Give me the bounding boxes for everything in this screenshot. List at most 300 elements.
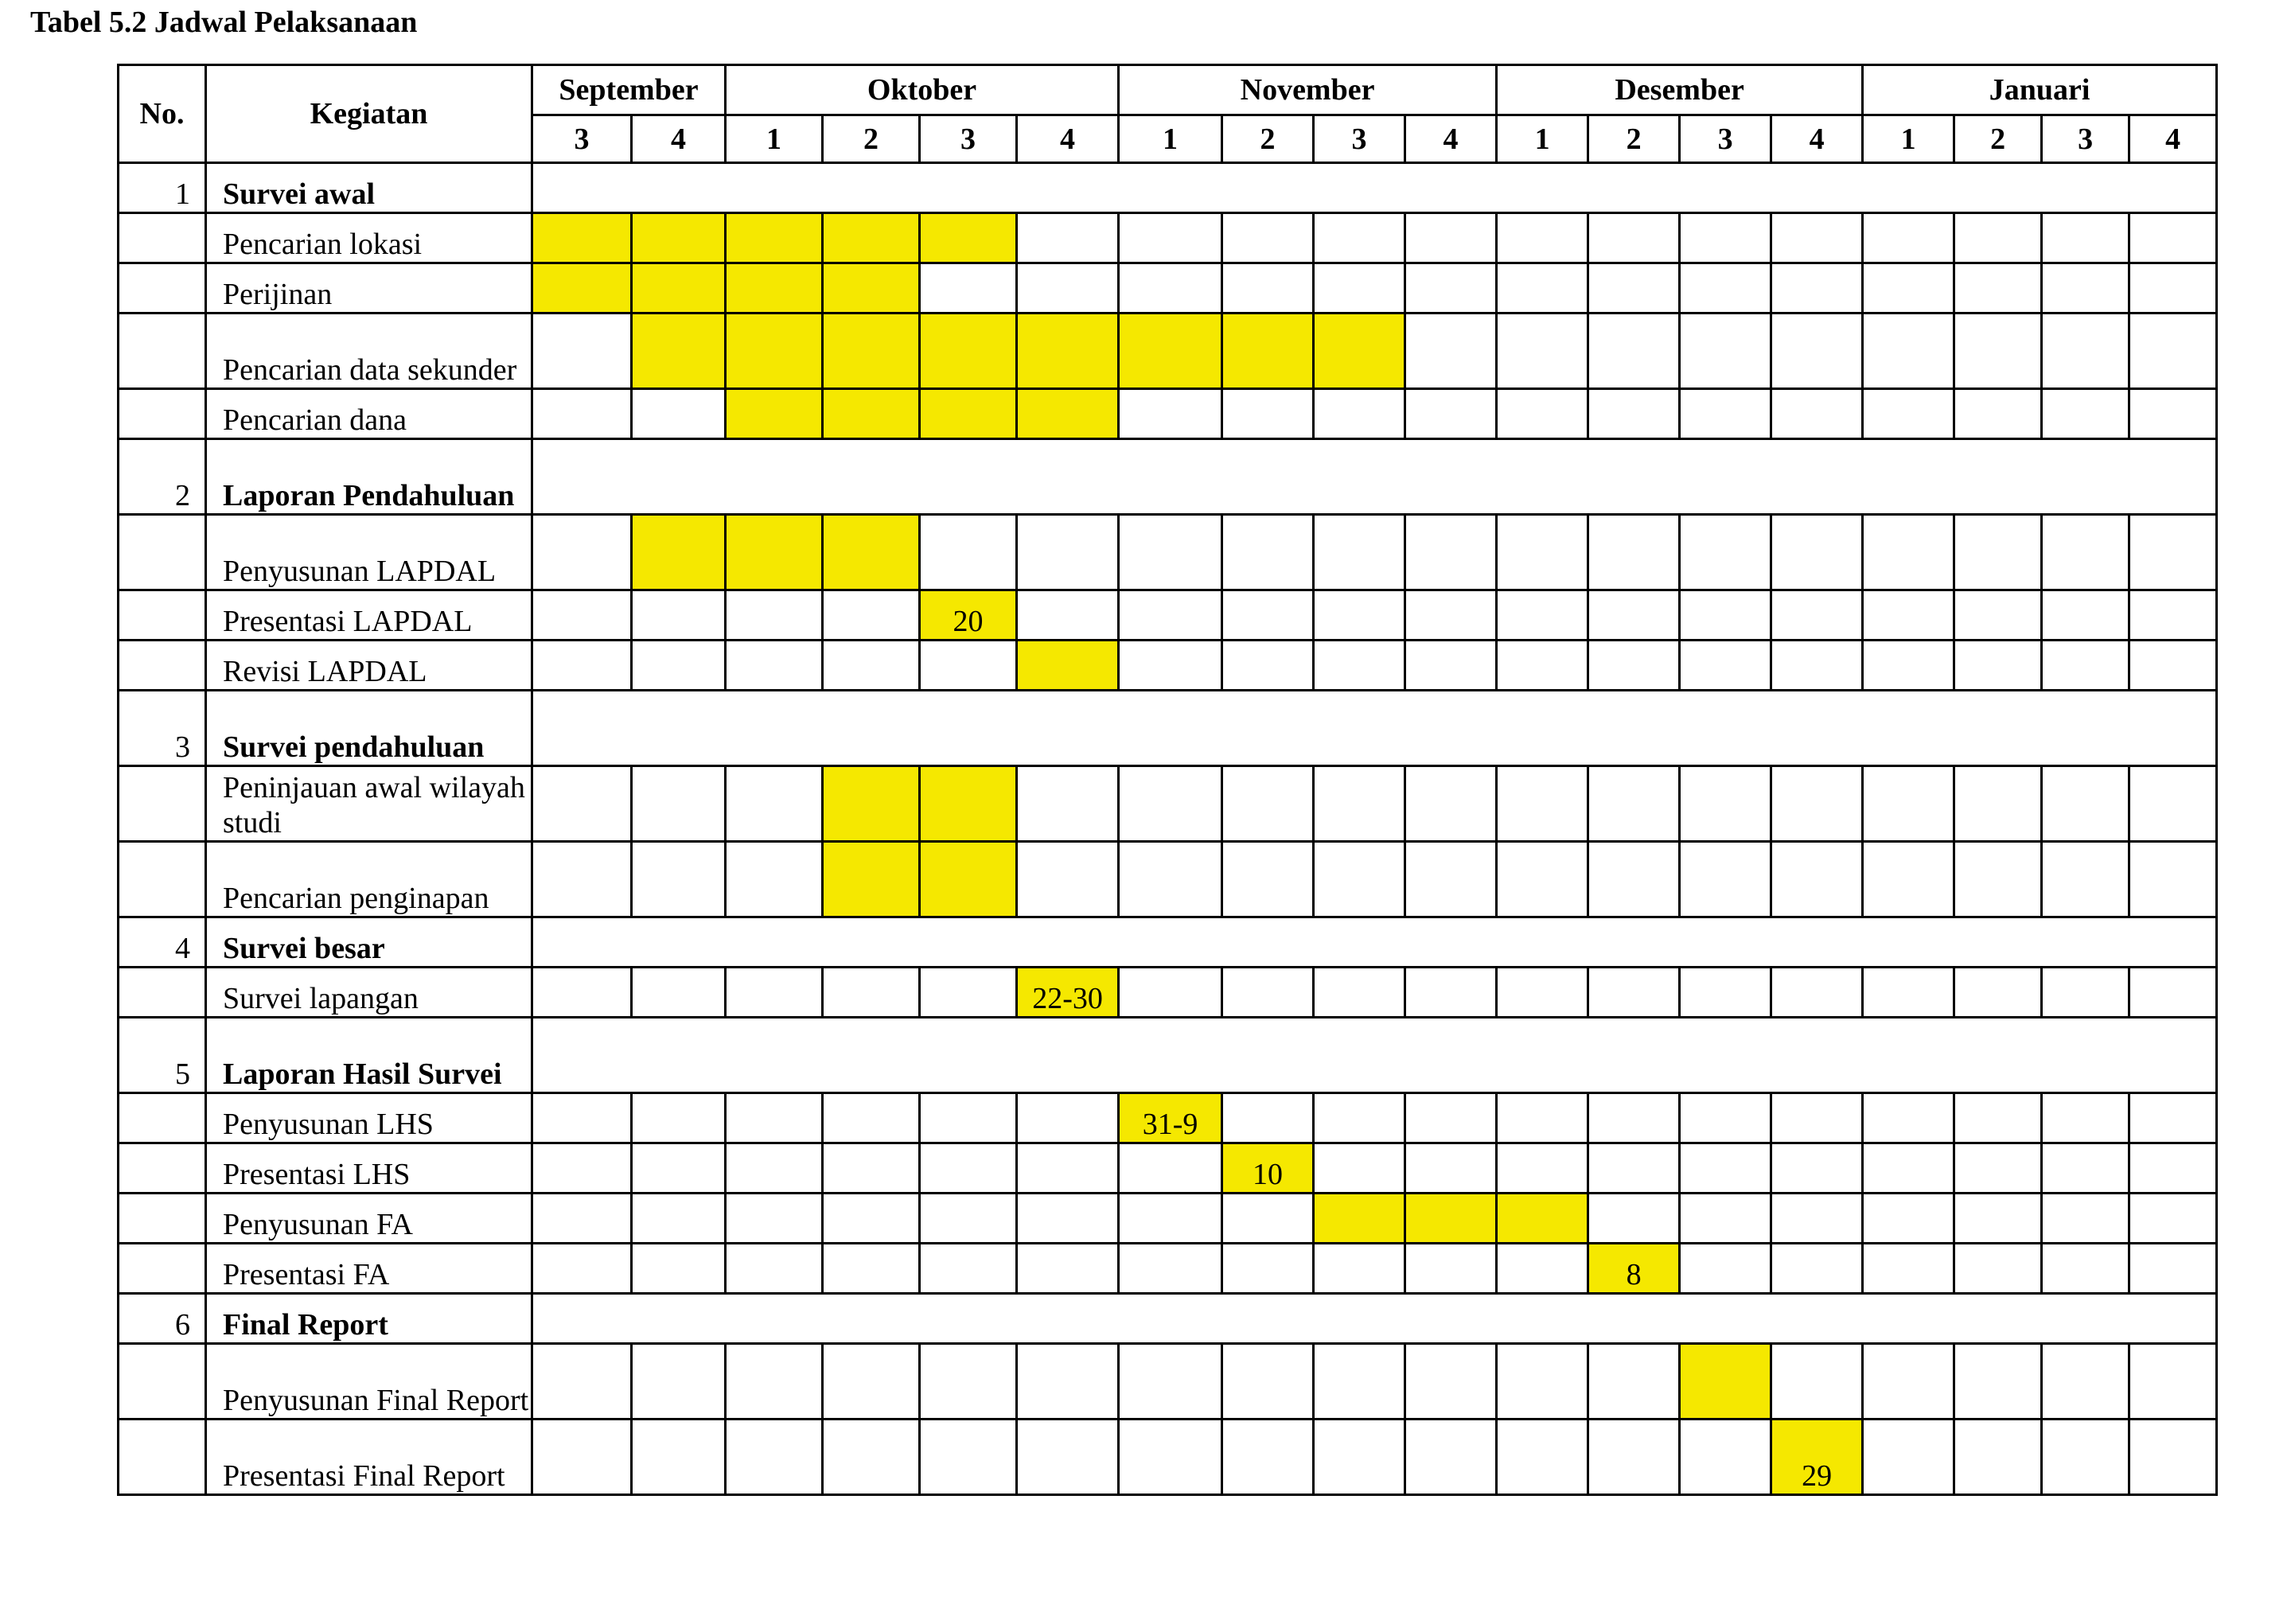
schedule-cell: [1954, 766, 2042, 842]
task-row: [119, 1093, 2217, 1143]
schedule-cell: [1497, 641, 1588, 691]
schedule-cell: [1863, 1143, 1954, 1194]
schedule-cell-filled: [823, 314, 920, 389]
section-title: Survei besar: [206, 917, 532, 968]
schedule-cell: [1119, 213, 1222, 263]
schedule-cell: [632, 766, 726, 842]
schedule-cell: [1222, 263, 1314, 314]
schedule-cell: [1863, 263, 1954, 314]
schedule-cell-filled: [1497, 1194, 1588, 1244]
schedule-cell: [1680, 641, 1771, 691]
schedule-cell: [920, 1420, 1017, 1495]
schedule-cell: [920, 263, 1017, 314]
schedule-cell: [1863, 1244, 1954, 1294]
schedule-cell: [1863, 389, 1954, 439]
schedule-cell: [532, 389, 632, 439]
header-month-row: [119, 65, 2217, 115]
schedule-cell: [1497, 766, 1588, 842]
schedule-cell: [1405, 590, 1497, 641]
schedule-cell: [2042, 641, 2129, 691]
header-week: 1: [1119, 115, 1222, 163]
schedule-cell: [532, 641, 632, 691]
schedule-cell: [1680, 766, 1771, 842]
schedule-cell: [1017, 1244, 1119, 1294]
header-month: Oktober: [726, 65, 1119, 115]
row-number: [119, 263, 206, 314]
schedule-cell: [1680, 1143, 1771, 1194]
row-number: [119, 590, 206, 641]
schedule-cell: [1497, 590, 1588, 641]
schedule-cell: [1954, 1244, 2042, 1294]
schedule-cell: [1119, 1344, 1222, 1420]
schedule-cell: [2042, 515, 2129, 590]
header-week: 4: [1771, 115, 1863, 163]
schedule-cell: [532, 1420, 632, 1495]
schedule-cell: [532, 1194, 632, 1244]
header-week: 3: [1314, 115, 1405, 163]
schedule-cell-filled: 31-9: [1119, 1093, 1222, 1143]
schedule-cell: [1954, 842, 2042, 917]
schedule-cell: [1497, 1420, 1588, 1495]
schedule-cell: [920, 1143, 1017, 1194]
schedule-cell-filled: [532, 213, 632, 263]
schedule-cell: [2042, 1093, 2129, 1143]
schedule-cell: [632, 968, 726, 1018]
schedule-cell: [1588, 389, 1680, 439]
table-title: Tabel 5.2 Jadwal Pelaksanaan: [30, 6, 418, 39]
schedule-cell: [1119, 1420, 1222, 1495]
schedule-cell: [2042, 1194, 2129, 1244]
schedule-cell: [823, 968, 920, 1018]
schedule-cell: [726, 641, 823, 691]
schedule-cell: [1771, 515, 1863, 590]
schedule-cell: [1017, 766, 1119, 842]
section-title: Laporan Hasil Survei: [206, 1018, 532, 1093]
schedule-cell: [532, 968, 632, 1018]
schedule-cell: [1222, 968, 1314, 1018]
schedule-cell: [1588, 1194, 1680, 1244]
header-week: 2: [823, 115, 920, 163]
schedule-cell-filled: [1017, 641, 1119, 691]
schedule-cell: [2042, 968, 2129, 1018]
schedule-cell: [726, 968, 823, 1018]
schedule-cell: [2129, 213, 2217, 263]
schedule-cell-filled: [823, 389, 920, 439]
task-row: [119, 389, 2217, 439]
schedule-cell: [1405, 842, 1497, 917]
schedule-cell-filled: [726, 515, 823, 590]
schedule-cell: [2129, 842, 2217, 917]
schedule-cell: [726, 766, 823, 842]
schedule-cell: [1405, 213, 1497, 263]
schedule-cell: [1588, 590, 1680, 641]
schedule-cell: [920, 641, 1017, 691]
schedule-cell: [1588, 1420, 1680, 1495]
schedule-cell: [1954, 1344, 2042, 1420]
section-row: [119, 439, 2217, 515]
schedule-cell: [1954, 263, 2042, 314]
schedule-cell: [1017, 213, 1119, 263]
schedule-cell-filled: [726, 263, 823, 314]
schedule-cell: [1017, 1143, 1119, 1194]
schedule-cell: [1680, 1244, 1771, 1294]
schedule-cell: [1954, 1194, 2042, 1244]
schedule-cell: [920, 1244, 1017, 1294]
schedule-cell: [2042, 590, 2129, 641]
section-title: Laporan Pendahuluan: [206, 439, 532, 515]
section-title: Final Report: [206, 1294, 532, 1344]
schedule-cell: [2129, 1244, 2217, 1294]
schedule-cell: [1405, 515, 1497, 590]
header-week: 4: [2129, 115, 2217, 163]
schedule-cell: [1017, 1093, 1119, 1143]
schedule-cell: [1863, 213, 1954, 263]
schedule-cell: [1680, 389, 1771, 439]
schedule-cell: [1497, 968, 1588, 1018]
schedule-cell-filled: [920, 766, 1017, 842]
schedule-cell: [1954, 1093, 2042, 1143]
schedule-cell-filled: [1119, 314, 1222, 389]
schedule-cell: [1222, 1093, 1314, 1143]
task-row: [119, 515, 2217, 590]
schedule-cell-filled: 20: [920, 590, 1017, 641]
task-row: [119, 1194, 2217, 1244]
schedule-cell: [823, 1420, 920, 1495]
task-row: [119, 766, 2217, 842]
header-activity: Kegiatan: [206, 65, 532, 163]
schedule-cell: [1588, 263, 1680, 314]
row-number: [119, 766, 206, 842]
schedule-cell: [1680, 842, 1771, 917]
schedule-cell: [1863, 515, 1954, 590]
schedule-cell: [920, 968, 1017, 1018]
schedule-cell: [823, 1344, 920, 1420]
schedule-cell: [1863, 1420, 1954, 1495]
header-week: 2: [1588, 115, 1680, 163]
schedule-cell: [1863, 766, 1954, 842]
schedule-cell: [1588, 641, 1680, 691]
schedule-cell: [1863, 590, 1954, 641]
header-month: Januari: [1863, 65, 2217, 115]
schedule-cell-filled: [632, 213, 726, 263]
header-week: 1: [1863, 115, 1954, 163]
schedule-cell-filled: [1017, 389, 1119, 439]
schedule-cell: [1954, 641, 2042, 691]
schedule-cell-filled: [726, 314, 823, 389]
schedule-cell: [1497, 389, 1588, 439]
schedule-cell-filled: 8: [1588, 1244, 1680, 1294]
schedule-cell: [823, 1093, 920, 1143]
schedule-cell: [1771, 1344, 1863, 1420]
schedule-cell: [532, 1344, 632, 1420]
schedule-cell: [1314, 213, 1405, 263]
section-row: [119, 691, 2217, 766]
schedule-cell-filled: [632, 263, 726, 314]
schedule-cell: [2042, 1420, 2129, 1495]
schedule-cell: [1771, 968, 1863, 1018]
schedule-cell: [1119, 590, 1222, 641]
schedule-cell-filled: [1314, 314, 1405, 389]
schedule-cell-filled: 29: [1771, 1420, 1863, 1495]
schedule-cell: [1222, 590, 1314, 641]
schedule-cell: [726, 1344, 823, 1420]
row-number: 1: [119, 163, 206, 213]
schedule-cell: [1119, 1143, 1222, 1194]
schedule-cell: [532, 1143, 632, 1194]
schedule-cell: [1222, 1420, 1314, 1495]
row-number: [119, 1344, 206, 1420]
schedule-cell: [1863, 1194, 1954, 1244]
schedule-cell: [632, 389, 726, 439]
activity-name: Penyusunan Final Report: [206, 1344, 532, 1420]
schedule-cell-filled: [823, 842, 920, 917]
schedule-cell: [1222, 1344, 1314, 1420]
schedule-cell-filled: [823, 213, 920, 263]
row-number: [119, 389, 206, 439]
schedule-cell: [1405, 968, 1497, 1018]
schedule-cell: [1863, 1093, 1954, 1143]
schedule-cell: [1771, 590, 1863, 641]
section-title: Survei awal: [206, 163, 532, 213]
task-row: [119, 1344, 2217, 1420]
row-number: 2: [119, 439, 206, 515]
schedule-cell: [1771, 766, 1863, 842]
row-number: [119, 515, 206, 590]
schedule-cell: [1588, 515, 1680, 590]
schedule-cell: [726, 1244, 823, 1294]
schedule-cell-filled: [726, 389, 823, 439]
schedule-cell: [2129, 641, 2217, 691]
schedule-cell: [1588, 842, 1680, 917]
row-number: [119, 842, 206, 917]
activity-name: Presentasi FA: [206, 1244, 532, 1294]
schedule-cell: [632, 1093, 726, 1143]
section-row: [119, 1018, 2217, 1093]
schedule-cell-filled: [632, 515, 726, 590]
schedule-cell: [1497, 1093, 1588, 1143]
task-row: [119, 1143, 2217, 1194]
schedule-cell: [1771, 1244, 1863, 1294]
schedule-cell: [1314, 968, 1405, 1018]
schedule-cell: [2129, 968, 2217, 1018]
schedule-cell: [1497, 314, 1588, 389]
schedule-cell: [1771, 389, 1863, 439]
header-week: 3: [2042, 115, 2129, 163]
schedule-cell: [2042, 213, 2129, 263]
row-number: [119, 213, 206, 263]
schedule-cell: [532, 1093, 632, 1143]
schedule-cell: [1771, 1194, 1863, 1244]
schedule-cell: [1497, 213, 1588, 263]
schedule-cell: [1119, 842, 1222, 917]
schedule-cell: [532, 590, 632, 641]
schedule-cell-filled: [1017, 314, 1119, 389]
header-week: 2: [1222, 115, 1314, 163]
schedule-cell-filled: [920, 842, 1017, 917]
schedule-cell: [1314, 1143, 1405, 1194]
schedule-cell: [1017, 263, 1119, 314]
schedule-cell: [1954, 213, 2042, 263]
schedule-cell-filled: [920, 314, 1017, 389]
schedule-cell: [823, 590, 920, 641]
schedule-cell: [632, 590, 726, 641]
row-number: [119, 314, 206, 389]
schedule-cell: [1405, 1143, 1497, 1194]
header-month: September: [532, 65, 726, 115]
schedule-cell: [1314, 389, 1405, 439]
schedule-cell: [632, 1143, 726, 1194]
schedule-cell: [2129, 314, 2217, 389]
schedule-cell: [1017, 1344, 1119, 1420]
schedule-cell: [920, 515, 1017, 590]
schedule-cell: [823, 1194, 920, 1244]
schedule-cell: [1119, 641, 1222, 691]
activity-name: Pencarian dana: [206, 389, 532, 439]
header-week: 4: [1405, 115, 1497, 163]
schedule-cell: [532, 766, 632, 842]
row-number: [119, 1143, 206, 1194]
schedule-cell: [1588, 1093, 1680, 1143]
row-number: [119, 1093, 206, 1143]
schedule-cell: [2129, 1420, 2217, 1495]
schedule-cell-filled: [1222, 314, 1314, 389]
header-week: 4: [632, 115, 726, 163]
schedule-cell: [2042, 766, 2129, 842]
task-row: [119, 641, 2217, 691]
schedule-header: [119, 65, 2217, 163]
row-number: 6: [119, 1294, 206, 1344]
schedule-cell: [1771, 842, 1863, 917]
schedule-cell: [1680, 263, 1771, 314]
row-number: 5: [119, 1018, 206, 1093]
schedule-cell: [2129, 766, 2217, 842]
schedule-cell: [1954, 314, 2042, 389]
schedule-cell: [1405, 1344, 1497, 1420]
schedule-cell: [2042, 1344, 2129, 1420]
schedule-body: [119, 163, 2217, 1495]
schedule-cell: [1680, 314, 1771, 389]
schedule-cell: [1954, 389, 2042, 439]
schedule-cell: [1405, 1420, 1497, 1495]
schedule-cell: [1954, 968, 2042, 1018]
header-no: No.: [119, 65, 206, 163]
schedule-cell: [2129, 389, 2217, 439]
schedule-cell: [726, 1194, 823, 1244]
schedule-cell: [2042, 1244, 2129, 1294]
schedule-cell: [1119, 968, 1222, 1018]
schedule-cell: [1680, 213, 1771, 263]
task-row: [119, 213, 2217, 263]
schedule-cell: [823, 641, 920, 691]
task-row: [119, 314, 2217, 389]
schedule-cell: [1588, 1344, 1680, 1420]
schedule-cell: [1863, 968, 1954, 1018]
section-row: [119, 1294, 2217, 1344]
schedule-cell: [1771, 213, 1863, 263]
schedule-cell: [632, 1344, 726, 1420]
header-week: 1: [726, 115, 823, 163]
schedule-cell: [1771, 1143, 1863, 1194]
row-number: [119, 1420, 206, 1495]
schedule-cell: [1314, 590, 1405, 641]
schedule-cell: [920, 1194, 1017, 1244]
schedule-cell: [1954, 590, 2042, 641]
schedule-cell: [532, 515, 632, 590]
schedule-cell-filled: [632, 314, 726, 389]
task-row: [119, 842, 2217, 917]
schedule-cell: [1222, 766, 1314, 842]
schedule-cell-filled: [823, 515, 920, 590]
activity-name: Presentasi LHS: [206, 1143, 532, 1194]
schedule-cell: [1314, 842, 1405, 917]
section-span-cell: [532, 1018, 2217, 1093]
schedule-cell: [2129, 1093, 2217, 1143]
schedule-cell: [1497, 1244, 1588, 1294]
activity-name: Pencarian lokasi: [206, 213, 532, 263]
schedule-cell: [1588, 766, 1680, 842]
schedule-cell: [632, 842, 726, 917]
schedule-cell: [1497, 842, 1588, 917]
activity-name: Presentasi LAPDAL: [206, 590, 532, 641]
schedule-cell: [1017, 842, 1119, 917]
schedule-cell-filled: [1680, 1344, 1771, 1420]
header-week: 1: [1497, 115, 1588, 163]
row-number: [119, 1244, 206, 1294]
schedule-cell: [1680, 1093, 1771, 1143]
schedule-cell: [1954, 1420, 2042, 1495]
schedule-cell: [1017, 590, 1119, 641]
schedule-cell: [1314, 766, 1405, 842]
schedule-cell: [726, 1420, 823, 1495]
schedule-cell: [2042, 842, 2129, 917]
activity-name: Survei lapangan: [206, 968, 532, 1018]
schedule-cell: [726, 1143, 823, 1194]
row-number: [119, 641, 206, 691]
schedule-cell: [1771, 314, 1863, 389]
schedule-cell: [823, 1143, 920, 1194]
section-span-cell: [532, 691, 2217, 766]
schedule-cell: [632, 1244, 726, 1294]
activity-name: Revisi LAPDAL: [206, 641, 532, 691]
schedule-cell: [1405, 263, 1497, 314]
schedule-cell: [1119, 263, 1222, 314]
schedule-table: [117, 64, 2218, 1496]
schedule-cell-filled: [532, 263, 632, 314]
schedule-cell: [1680, 515, 1771, 590]
schedule-cell: [1588, 314, 1680, 389]
schedule-cell: [632, 1194, 726, 1244]
activity-name: Penyusunan FA: [206, 1194, 532, 1244]
header-week: 2: [1954, 115, 2042, 163]
task-row: [119, 263, 2217, 314]
schedule-cell: [1119, 515, 1222, 590]
activity-name: Penyusunan LHS: [206, 1093, 532, 1143]
schedule-cell: [1771, 263, 1863, 314]
activity-name: Penyusunan LAPDAL: [206, 515, 532, 590]
task-row: [119, 968, 2217, 1018]
section-span-cell: [532, 917, 2217, 968]
schedule-cell: [1588, 213, 1680, 263]
schedule-cell: [2129, 515, 2217, 590]
schedule-cell: [2129, 263, 2217, 314]
schedule-cell: [1680, 968, 1771, 1018]
schedule-cell-filled: [823, 766, 920, 842]
schedule-cell: [1405, 389, 1497, 439]
schedule-cell: [1017, 1420, 1119, 1495]
section-row: [119, 163, 2217, 213]
schedule-cell: [1588, 1143, 1680, 1194]
task-row: [119, 1420, 2217, 1495]
